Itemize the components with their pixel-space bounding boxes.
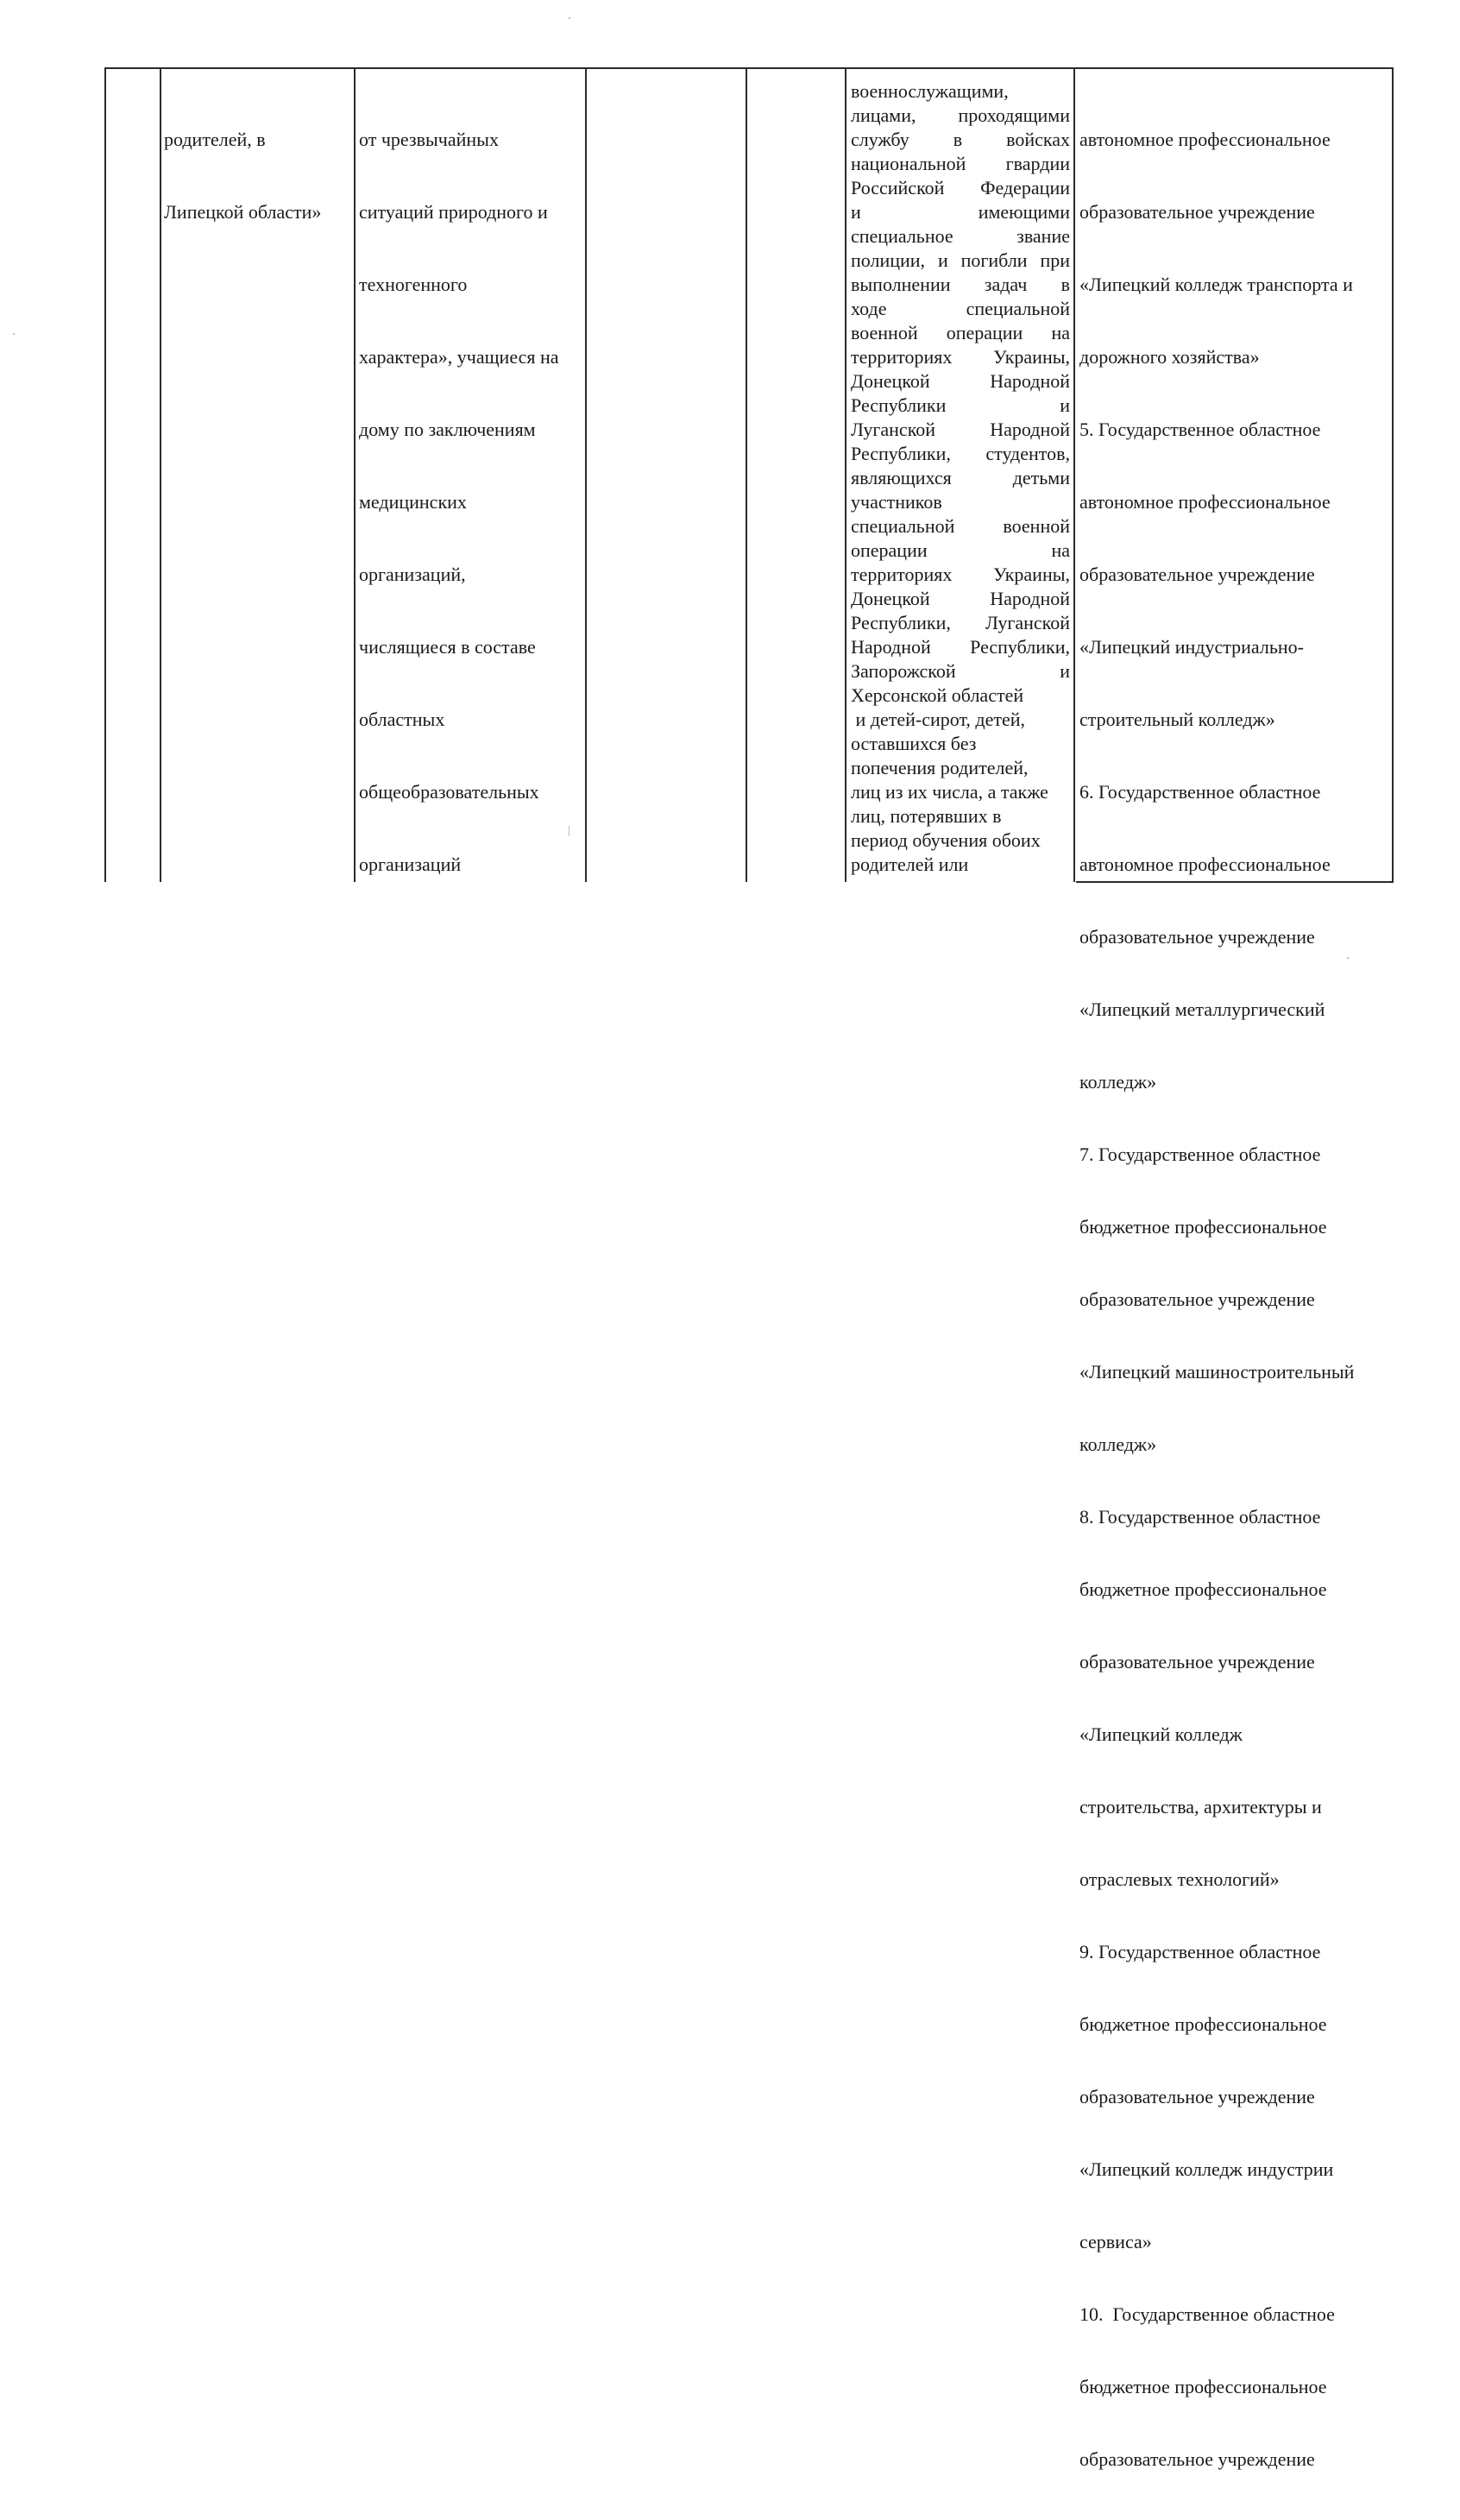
- col2-line: родителей, в: [164, 129, 266, 150]
- col6-line: и детей-сирот, детей,: [851, 709, 1026, 730]
- col6-line: специальное звание: [851, 225, 1070, 247]
- table-top-border: [104, 67, 1394, 69]
- col7-line: колледж»: [1079, 1071, 1157, 1093]
- col6-line: выполнении задач в: [851, 274, 1070, 295]
- col7-line: бюджетное профессиональное: [1079, 2013, 1327, 2035]
- col6-line: Луганской Народной: [851, 419, 1070, 440]
- col6-line: территориях Украины,: [851, 346, 1070, 368]
- col7-line: образовательное учреждение: [1079, 564, 1315, 585]
- col7-line: строительный колледж»: [1079, 709, 1275, 730]
- col7-line: бюджетное профессиональное: [1079, 2376, 1327, 2397]
- col3-line: организаций: [359, 854, 462, 875]
- col6-line: Республики, Луганской: [851, 612, 1070, 633]
- scan-speck: [1347, 957, 1349, 959]
- col6-line: участников: [851, 491, 942, 513]
- col7-line: автономное профессиональное: [1079, 854, 1331, 875]
- col7-line: 6. Государственное областное: [1079, 781, 1321, 803]
- col6-line: ходе специальной: [851, 298, 1070, 319]
- col7-line: «Липецкий металлургический: [1079, 999, 1325, 1020]
- cell-col6-text: [851, 79, 1070, 877]
- col6-line: территориях Украины,: [851, 564, 1070, 585]
- col6-line: специальной военной: [851, 515, 1070, 537]
- table-col-line-4: [585, 67, 587, 882]
- col2-line: Липецкой области»: [164, 201, 322, 223]
- table-col-line-1: [104, 67, 106, 882]
- col7-line: образовательное учреждение: [1079, 1288, 1315, 1310]
- col7-line: отраслевых технологий»: [1079, 1868, 1280, 1890]
- col7-line: образовательное учреждение: [1079, 1651, 1315, 1673]
- col6-line: период обучения обоих: [851, 829, 1041, 851]
- col7-line: «Липецкий колледж: [1079, 1723, 1243, 1745]
- col7-line: «Липецкий колледж транспорта и: [1079, 274, 1353, 295]
- table-col-line-8: [1392, 67, 1394, 882]
- col6-line: Донецкой Народной: [851, 588, 1070, 609]
- col6-line: лиц, потерявших в: [851, 805, 1002, 827]
- col7-line: образовательное учреждение: [1079, 926, 1315, 948]
- scan-speck: [13, 333, 15, 335]
- col6-line: Российской Федерации: [851, 177, 1070, 198]
- col6-line: Республики и: [851, 394, 1070, 416]
- col7-line: сервиса»: [1079, 2231, 1152, 2252]
- col6-line: попечения родителей,: [851, 757, 1029, 778]
- col6-line: родителей или: [851, 854, 969, 875]
- table-col-line-5: [746, 67, 747, 882]
- col7-line: образовательное учреждение: [1079, 2448, 1315, 2470]
- cell-col3-text: [359, 79, 582, 925]
- col6-line: и имеющими: [851, 201, 1070, 223]
- col3-line: организаций,: [359, 564, 466, 585]
- col7-line: 5. Государственное областное: [1079, 419, 1321, 440]
- cell-col2-text: [164, 79, 350, 273]
- col6-line: службу в войсках: [851, 129, 1070, 150]
- col7-line: бюджетное профессиональное: [1079, 1216, 1327, 1238]
- col6-line: Запорожской и: [851, 660, 1070, 682]
- col7-line: колледж»: [1079, 1433, 1157, 1455]
- col6-line: национальной гвардии: [851, 153, 1070, 174]
- col7-line: «Липецкий колледж индустрии: [1079, 2158, 1334, 2180]
- col3-line: техногенного: [359, 274, 468, 295]
- col6-line: лицами, проходящими: [851, 104, 1070, 126]
- table-col-line-2: [160, 67, 161, 882]
- col6-line: Херсонской областей: [851, 684, 1024, 706]
- col6-line: полиции, и погибли при: [851, 249, 1070, 271]
- col3-line: медицинских: [359, 491, 467, 513]
- col6-line: военной операции на: [851, 322, 1070, 343]
- col3-line: характера», учащиеся на: [359, 346, 559, 368]
- col7-line: 9. Государственное областное: [1079, 1941, 1321, 1962]
- col6-line: лиц из их числа, а также: [851, 781, 1048, 803]
- col7-line: 10. Государственное областное: [1079, 2303, 1335, 2325]
- col7-line: дорожного хозяйства»: [1079, 346, 1260, 368]
- col3-line: ситуаций природного и: [359, 201, 548, 223]
- cell-col7-text: [1079, 79, 1388, 2520]
- col6-line: являющихся детьми: [851, 467, 1070, 488]
- col7-line: «Липецкий машиностроительный: [1079, 1361, 1355, 1383]
- col7-line: 8. Государственное областное: [1079, 1506, 1321, 1528]
- col3-line: от чрезвычайных: [359, 129, 499, 150]
- col7-line: образовательное учреждение: [1079, 201, 1315, 223]
- col6-line: Республики, студентов,: [851, 443, 1070, 464]
- col7-line: бюджетное профессиональное: [1079, 1578, 1327, 1600]
- col3-line: общеобразовательных: [359, 781, 539, 803]
- col7-line: автономное профессиональное: [1079, 129, 1331, 150]
- col6-line: операции на: [851, 539, 1070, 561]
- scan-speck: [569, 17, 570, 19]
- col7-line: 7. Государственное областное: [1079, 1143, 1321, 1165]
- col7-line: строительства, архитектуры и: [1079, 1796, 1322, 1818]
- col6-line: военнослужащими,: [851, 80, 1009, 102]
- table-col-line-7: [1073, 67, 1075, 882]
- col3-line: дому по заключениям: [359, 419, 536, 440]
- col7-line: «Липецкий индустриально-: [1079, 636, 1304, 658]
- table-col-line-6: [845, 67, 846, 882]
- col7-line: образовательное учреждение: [1079, 2086, 1315, 2107]
- scan-speck: [569, 826, 570, 836]
- col6-line: Народной Республики,: [851, 636, 1070, 658]
- col6-line: оставшихся без: [851, 733, 977, 754]
- col3-line: областных: [359, 709, 445, 730]
- table-col-line-3: [354, 67, 356, 882]
- col6-line: Донецкой Народной: [851, 370, 1070, 392]
- col7-line: автономное профессиональное: [1079, 491, 1331, 513]
- col3-line: числящиеся в составе: [359, 636, 536, 658]
